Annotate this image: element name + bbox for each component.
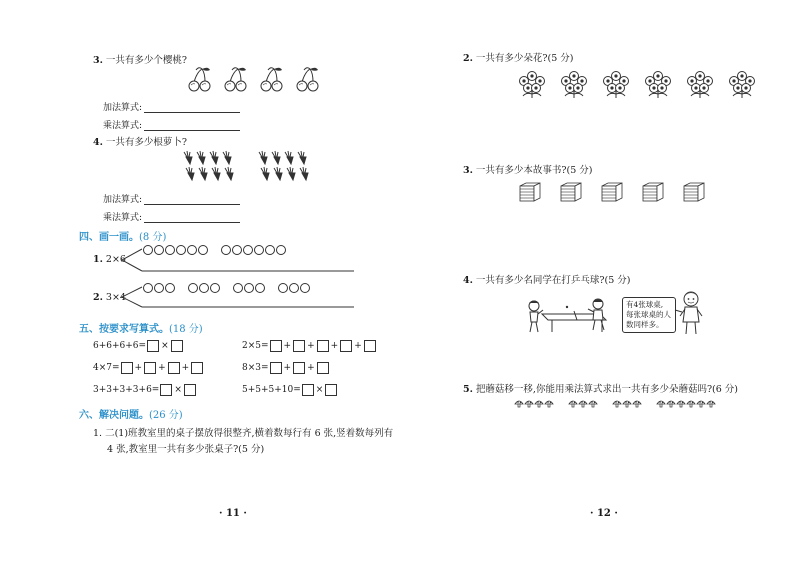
circle-group: [278, 283, 311, 293]
draw-1-label: 1. 2×6: [93, 254, 126, 265]
circle-shape: [210, 283, 220, 293]
operator: ×: [315, 385, 324, 395]
section-5-heading: 五、按要求写算式。(18 分): [79, 324, 203, 335]
circle-group: [143, 245, 209, 255]
problem-1-line-2: 4 张,教室里一共有多少张桌子?(5 分): [107, 444, 265, 455]
answer-box[interactable]: [270, 362, 282, 374]
operator: +: [134, 363, 143, 373]
equation-e: [93, 384, 196, 396]
operator: +: [181, 363, 190, 373]
circle-shape: [243, 245, 253, 255]
radish-icon: [209, 150, 220, 166]
circle-shape: [154, 283, 164, 293]
radish-icon: [284, 150, 295, 166]
circle-shape: [198, 245, 208, 255]
radish-group-2: [258, 150, 310, 182]
circle-group: [233, 283, 266, 293]
answer-box[interactable]: [121, 362, 133, 374]
circle-shape: [143, 283, 153, 293]
answer-box[interactable]: [317, 362, 329, 374]
radish-icon: [183, 150, 194, 166]
cherries-picture: [188, 66, 320, 92]
answer-box[interactable]: [293, 340, 305, 352]
answer-box[interactable]: [160, 384, 172, 396]
circle-shape: [188, 283, 198, 293]
equation-a: [93, 340, 183, 352]
equation-lhs: 8×3=: [242, 363, 269, 373]
answer-box[interactable]: [317, 340, 329, 352]
equation-f: [242, 384, 337, 396]
mushroom-icon: [686, 398, 696, 408]
radish-group-1: [183, 150, 235, 182]
circle-shape: [278, 283, 288, 293]
circle-shape: [176, 245, 186, 255]
equation-lhs: 4×7=: [93, 363, 120, 373]
flowers-picture: [517, 70, 757, 100]
radish-icon: [185, 166, 196, 182]
radish-icon: [297, 150, 308, 166]
equation-lhs: 6+6+6+6=: [93, 341, 147, 351]
flower-bouquet-icon: [601, 70, 631, 100]
flower-bouquet-icon: [559, 70, 589, 100]
radish-row: [183, 150, 235, 166]
mushroom-group: [514, 398, 554, 408]
q3-addition-line[interactable]: 加法算式:: [103, 100, 240, 113]
circle-shape: [233, 283, 243, 293]
circle-shape: [221, 245, 231, 255]
books-picture: [518, 181, 706, 203]
mushroom-icon: [612, 398, 622, 408]
mushroom-icon: [666, 398, 676, 408]
radish-row: [260, 166, 310, 182]
answer-box[interactable]: [293, 362, 305, 374]
radish-icon: [211, 166, 222, 182]
answer-box[interactable]: [191, 362, 203, 374]
mushroom-icon: [534, 398, 544, 408]
radish-icon: [222, 150, 233, 166]
circle-shape: [254, 245, 264, 255]
circle-shape: [143, 245, 153, 255]
question-2-flowers: 2. 一共有多少朵花?(5 分): [463, 53, 574, 64]
radish-icon: [286, 166, 297, 182]
pingpong-players-illustration: [522, 298, 612, 336]
mushroom-group: [568, 398, 598, 408]
equation-lhs: 2×5=: [242, 341, 269, 351]
circle-shape: [244, 283, 254, 293]
answer-box[interactable]: [302, 384, 314, 396]
answer-box[interactable]: [168, 362, 180, 374]
cherry-icon: [224, 66, 248, 92]
mushroom-icon: [632, 398, 642, 408]
answer-box[interactable]: [171, 340, 183, 352]
circle-shape: [300, 283, 310, 293]
mushroom-icon: [514, 398, 524, 408]
radish-row: [258, 150, 310, 166]
radish-icon: [224, 166, 235, 182]
mushroom-icon: [588, 398, 598, 408]
operator: ×: [174, 385, 182, 395]
answer-box[interactable]: [270, 340, 282, 352]
answer-line[interactable]: [144, 213, 240, 223]
radish-icon: [258, 150, 269, 166]
flower-bouquet-icon: [517, 70, 547, 100]
operator: +: [307, 341, 315, 351]
radish-icon: [273, 166, 284, 182]
problem-1-line-1: 1. 二(1)班教室里的桌子摆放得很整齐,横着数每行有 6 张,竖着数每列有: [93, 428, 394, 439]
section-4-heading: 四、画一画。(8 分): [79, 232, 167, 243]
teacher-figure: [676, 290, 706, 336]
answer-box[interactable]: [184, 384, 196, 396]
circle-shape: [199, 283, 209, 293]
circle-shape: [154, 245, 164, 255]
mushroom-icon: [568, 398, 578, 408]
equation-lhs: 5+5+5+10=: [242, 385, 301, 395]
q4-addition-line[interactable]: 加法算式:: [103, 192, 240, 205]
radish-icon: [198, 166, 209, 182]
radish-icon: [260, 166, 271, 182]
mushroom-icon: [578, 398, 588, 408]
mushroom-group: [656, 398, 716, 408]
answer-line[interactable]: [144, 121, 240, 131]
answer-box[interactable]: [144, 362, 156, 374]
equation-c: [93, 362, 203, 374]
mushroom-icon: [656, 398, 666, 408]
question-4-pingpong: 4. 一共有多少名同学在打乒乓球?(5 分): [463, 275, 631, 286]
equation-d: [242, 362, 329, 374]
question-5-mushrooms: 5. 把蘑菇移一移,你能用乘法算式求出一共有多少朵蘑菇吗?(6 分): [463, 384, 739, 395]
circle-shape: [187, 245, 197, 255]
answer-box[interactable]: [147, 340, 159, 352]
q3-multiplication-line[interactable]: 乘法算式:: [103, 118, 240, 131]
question-3-storybooks: 3. 一共有多少本故事书?(5 分): [463, 165, 593, 176]
operator: +: [283, 341, 292, 351]
radish-row: [185, 166, 235, 182]
answer-line[interactable]: [144, 103, 240, 113]
circle-group: [188, 283, 221, 293]
storybook-stack-icon: [559, 181, 583, 203]
mushroom-icon: [524, 398, 534, 408]
equation-lhs: 3+3+3+3+6=: [93, 385, 160, 395]
storybook-stack-icon: [518, 181, 542, 203]
answer-box[interactable]: [325, 384, 337, 396]
operator: +: [330, 341, 339, 351]
mushroom-group: [612, 398, 642, 408]
cherry-icon: [188, 66, 212, 92]
equation-b: [242, 340, 376, 352]
radish-icon: [196, 150, 207, 166]
circle-group: [221, 245, 287, 255]
circle-shape: [265, 245, 275, 255]
flower-bouquet-icon: [643, 70, 673, 100]
mushroom-icon: [696, 398, 706, 408]
circle-group: [143, 283, 176, 293]
circle-shape: [232, 245, 242, 255]
storybook-stack-icon: [600, 181, 624, 203]
storybook-stack-icon: [641, 181, 665, 203]
circle-shape: [276, 245, 286, 255]
answer-box[interactable]: [340, 340, 352, 352]
answer-box[interactable]: [364, 340, 376, 352]
circle-shape: [165, 245, 175, 255]
circle-shape: [289, 283, 299, 293]
operator: +: [158, 363, 166, 373]
draw-2-circles: [143, 283, 323, 293]
radish-icon: [299, 166, 310, 182]
circle-shape: [255, 283, 265, 293]
mushroom-icon: [676, 398, 686, 408]
draw-2-label: 2. 3×4: [93, 292, 126, 303]
mushrooms-picture: [514, 398, 716, 408]
storybook-stack-icon: [682, 181, 706, 203]
page-number-right: · 12 ·: [590, 508, 618, 519]
draw-1-circles: [143, 245, 299, 255]
mushroom-icon: [544, 398, 554, 408]
flower-bouquet-icon: [727, 70, 757, 100]
radish-icon: [271, 150, 282, 166]
circle-shape: [165, 283, 175, 293]
operator: ×: [161, 341, 169, 351]
operator: +: [307, 363, 315, 373]
question-3-cherries: 3. 一共有多少个樱桃?: [93, 55, 188, 66]
question-4-radishes: 4. 一共有多少根萝卜?: [93, 137, 188, 148]
cherry-icon: [260, 66, 284, 92]
flower-bouquet-icon: [685, 70, 715, 100]
section-6-heading: 六、解决问题。(26 分): [79, 410, 183, 421]
cherry-icon: [296, 66, 320, 92]
mushroom-icon: [622, 398, 632, 408]
answer-line[interactable]: [144, 195, 240, 205]
mushroom-icon: [706, 398, 716, 408]
operator: +: [283, 363, 292, 373]
q4-multiplication-line[interactable]: 乘法算式:: [103, 210, 240, 223]
page-number-left: · 11 ·: [219, 508, 247, 519]
operator: +: [354, 341, 362, 351]
speech-bubble: 有4张球桌, 每张球桌的人 数同样多。: [622, 297, 676, 333]
